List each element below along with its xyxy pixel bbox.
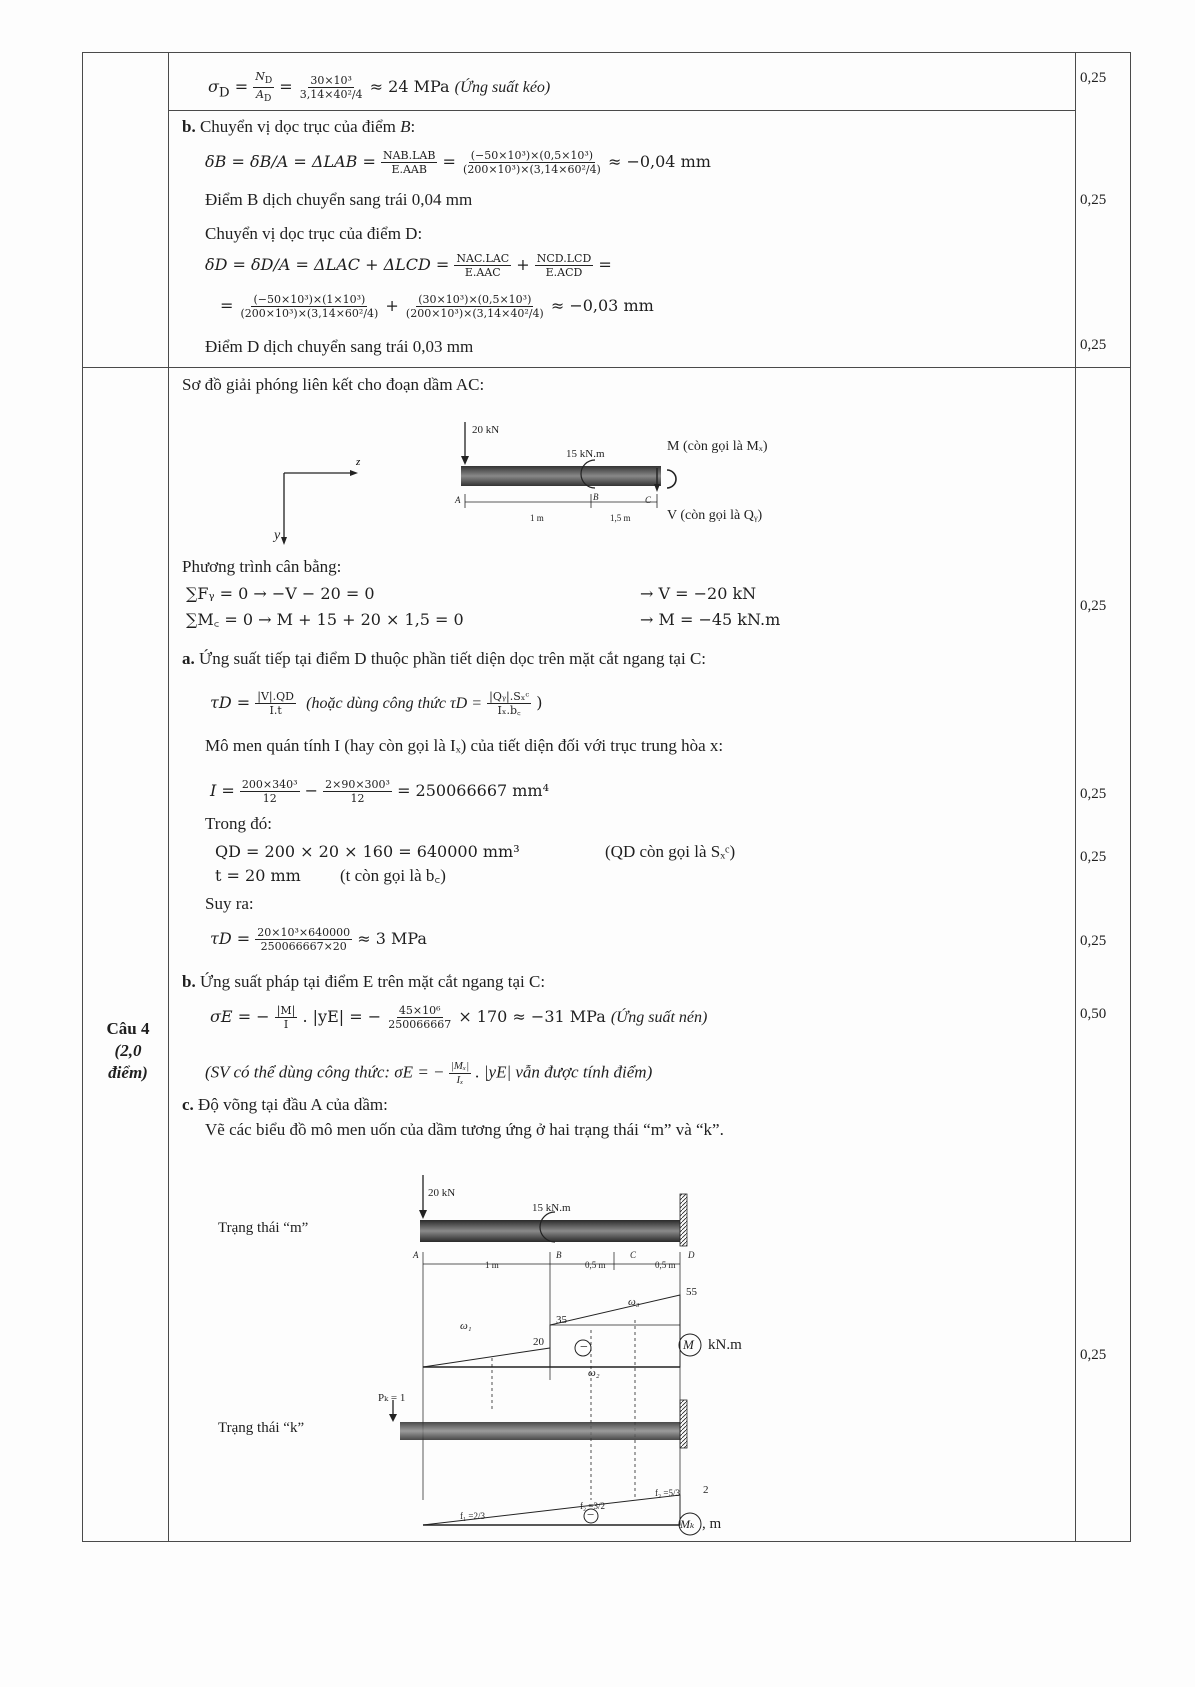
- m-omega-1: ω₁: [460, 1320, 472, 1332]
- sigma-e-f2-den: 250066667: [388, 1018, 452, 1031]
- delta-d-frac1: [454, 252, 511, 279]
- delta-b-frac2-num: (−50×10³)×(0,5×10³): [470, 149, 594, 162]
- score-4: 0,25: [1080, 598, 1107, 614]
- part-c-label: c.: [182, 1095, 194, 1114]
- k-sign: −: [587, 1507, 595, 1522]
- delta-d-f3-num: (−50×10³)×(1×10³): [253, 293, 366, 306]
- sigma-symbol: σ: [208, 77, 219, 97]
- inertia-text: Mô men quán tính I (hay còn gọi là Iₓ) của tiết diện đối với trục trung hòa x:: [205, 736, 724, 755]
- question-label: [88, 1018, 168, 1084]
- tau2-result: ≈ 3 MPa: [357, 929, 427, 948]
- t-note: (t còn gọi là b꜀): [340, 866, 446, 885]
- sv-note-num: |Mₓ|: [450, 1060, 470, 1072]
- part-a-label: a.: [182, 649, 195, 668]
- delta-b-line: δB = δB/A = ΔLAB =: [205, 152, 376, 171]
- sigma-e-formula: [210, 1004, 707, 1031]
- frac2-den: 3,14×40²/4: [299, 88, 363, 102]
- b-conclusion: Điểm B dịch chuyển sang trái 0,04 mm: [205, 190, 473, 209]
- eq2: ∑M꜀ = 0 → M + 15 + 20 × 1,5 = 0: [186, 610, 464, 629]
- k-circle-label: Mₖ: [680, 1517, 695, 1531]
- delta-d-f1-den: E.AAC: [464, 266, 501, 279]
- sigma-e-result: × 170 ≈ −31 MPa: [458, 1007, 606, 1026]
- table-left-border: [82, 52, 83, 1542]
- inertia-formula: [210, 778, 549, 805]
- part-c-desc: Vẽ các biểu đồ mô men uốn của dầm tương ứng ở hai trạng thái “m” và “k”.: [205, 1120, 724, 1139]
- delta-d-frac2: [535, 252, 594, 279]
- frac1-den-sub: D: [263, 93, 272, 105]
- score-8: 0,50: [1080, 1006, 1107, 1022]
- tau-alt-frac: [487, 690, 531, 717]
- score-3: 0,25: [1080, 337, 1107, 353]
- inertia-f1-num: 200×340³: [241, 778, 298, 791]
- table-top-border: [82, 52, 1131, 53]
- fbd-point-c: C: [645, 495, 652, 505]
- m-value-55: 55: [686, 1286, 697, 1298]
- part-c-text: Độ võng tại đầu A của dầm:: [198, 1095, 388, 1114]
- delta-d-frac4: [404, 293, 546, 320]
- eq-title: Phương trình cân bằng:: [182, 557, 342, 576]
- part-c-heading: [182, 1095, 388, 1115]
- sv-note-b: . |yE| vẫn được tính điểm): [475, 1062, 653, 1082]
- tau-alt-close: ): [536, 693, 543, 712]
- inertia-frac2: [323, 778, 392, 805]
- delta-d-f4-den: (200×10³)×(3,14×40²/4): [405, 307, 544, 320]
- tau2-lhs: τD =: [210, 929, 251, 948]
- tau-alt-text: (hoặc dùng công thức τD =: [306, 695, 483, 712]
- inertia-f2-den: 12: [350, 792, 365, 805]
- k-force-arrowhead: [389, 1414, 397, 1422]
- axis-z-label: z: [356, 456, 361, 468]
- delta-d-formula-2: = $\frac{\text{(−50×10³)×(1×10³)}}{\text{(200×10³)×(3,14×60²/4)}}$ + $\frac{\text{(30×10³)×(0,5×10³)}}{\text{(200×10³)×(3,14×40²/4)}}$ ≈ −0,03 mm: [220, 293, 654, 320]
- fbd-V-arrowhead: [654, 484, 660, 492]
- sigma-e-f2-num: 45×10⁶: [398, 1004, 441, 1017]
- axis-y-arrow: [281, 537, 287, 545]
- inertia-minus: −: [304, 781, 319, 800]
- tau2-num: 20×10³×640000: [257, 926, 351, 939]
- m-sign: −: [580, 1340, 588, 1355]
- d-heading: Chuyển vị dọc trục của điểm D:: [205, 224, 423, 243]
- state-m-label: Trạng thái “m”: [218, 1220, 309, 1236]
- question-points-unit: điểm): [108, 1063, 148, 1082]
- m-value-35: 35: [556, 1314, 567, 1326]
- part-b-point: B: [400, 117, 411, 136]
- frac1-num: N: [255, 70, 265, 83]
- tau-formula: [210, 690, 543, 717]
- delta-d-f3-den: (200×10³)×(3,14×60²/4): [240, 307, 379, 320]
- sigma-sub: D: [218, 85, 230, 101]
- qd-note: (QD còn gọi là Sₓᶜ): [605, 842, 736, 861]
- tau2-formula: [210, 926, 427, 953]
- k-f1-label: f₁ =2/3: [460, 1511, 485, 1521]
- fbd-force-label: 20 kN: [472, 424, 500, 436]
- part-b2-label: b.: [182, 972, 196, 991]
- eq1: ∑Fᵧ = 0 → −V − 20 = 0: [186, 584, 375, 603]
- score-9: 0,25: [1080, 1347, 1107, 1363]
- m-point-a: A: [413, 1250, 419, 1260]
- fbd-force-arrowhead: [461, 456, 469, 465]
- fbd-M-label: M (còn gọi là Mₓ): [667, 439, 768, 454]
- d-conclusion: Điểm D dịch chuyển sang trái 0,03 mm: [205, 337, 474, 356]
- fbd-title: Sơ đồ giải phóng liên kết cho đoạn dầm AC:: [182, 375, 485, 394]
- sv-note-frac: [449, 1060, 471, 1087]
- table-score-divider: [1075, 52, 1076, 1542]
- m-diagram-w1: [423, 1348, 550, 1367]
- qd-formula: QD = 200 × 20 × 160 = 640000 mm³: [215, 842, 520, 861]
- tau-lhs: τD =: [210, 693, 251, 712]
- k-unit-label: , m: [702, 1516, 722, 1532]
- tau2-den: 250066667×20: [260, 940, 347, 953]
- tau-num: |V|.QD: [257, 690, 294, 703]
- sv-note-a: (SV có thể dùng công thức: σE = −: [205, 1062, 445, 1082]
- sigma-e-note: (Ứng suất nén): [610, 1009, 708, 1026]
- thus-label: Suy ra:: [205, 894, 254, 913]
- m-unit-label: kN.m: [708, 1337, 742, 1353]
- m-diagram-w2w3: [550, 1295, 680, 1367]
- delta-d-formula-1: δD = δD/A = ΔLAC + ΔLCD = $\frac{\text{NAC.LAC}}{\text{E.AAC}}$ + $\frac{\text{NCD.LCD}}{\text{E.ACD}}$ =: [205, 252, 612, 279]
- k-fixed-support: [680, 1400, 687, 1448]
- frac2-num: 30×10³: [310, 74, 352, 88]
- question-number: Câu 4: [106, 1019, 150, 1038]
- table-right-border: [1130, 52, 1131, 1542]
- eq1-result: → V = −20 kN: [640, 584, 757, 603]
- m-fixed-support: [680, 1194, 687, 1246]
- score-7: 0,25: [1080, 933, 1107, 949]
- sigma-e-frac1: [275, 1004, 298, 1031]
- sigma-e-f1-den: I: [283, 1018, 289, 1031]
- delta-b-result: ≈ −0,04 mm: [607, 152, 711, 171]
- delta-d-f2-den: E.ACD: [545, 266, 583, 279]
- m-force-label: 20 kN: [428, 1187, 456, 1199]
- sigma-e-frac2: [386, 1004, 453, 1031]
- part-b-heading: b. Chuyển vị dọc trục của điểm B:: [182, 117, 416, 136]
- part-a-heading: [182, 649, 706, 669]
- delta-d-line: δD = δD/A = ΔLAC + ΔLCD =: [205, 255, 450, 274]
- sv-note-den: Iₓ: [456, 1074, 464, 1086]
- sigma-d-note: (Ứng suất kéo): [454, 79, 551, 97]
- inertia-result: = 250066667 mm⁴: [397, 781, 550, 800]
- m-moment-label: 15 kN.m: [532, 1202, 571, 1214]
- inertia-f2-num: 2×90×300³: [325, 778, 390, 791]
- t-value: t = 20 mm: [215, 866, 301, 885]
- sigma-e-f1-num: |M|: [276, 1004, 296, 1017]
- delta-d-f1-num: NAC.LAC: [456, 252, 510, 265]
- axis-diagram: [270, 455, 370, 545]
- row-divider-1: [168, 110, 1076, 111]
- sigma-e-lhs: σE = −: [210, 1007, 270, 1026]
- m-dim-3: 0,5 m: [655, 1260, 676, 1270]
- where-label: Trong đó:: [205, 814, 272, 833]
- fbd-dim-2: 1,5 m: [610, 513, 631, 523]
- fbd-beam-body: [461, 466, 661, 486]
- m-omega-3: ω₃: [628, 1296, 640, 1308]
- fbd-dim-1: 1 m: [530, 513, 544, 523]
- part-b-label: b.: [182, 117, 196, 136]
- score-6: 0,25: [1080, 849, 1107, 865]
- table-column-divider: [168, 52, 169, 1542]
- m-point-b: B: [556, 1250, 562, 1260]
- axis-y-label: y: [274, 528, 281, 543]
- tau-den: I.t: [269, 704, 282, 717]
- m-force-arrowhead: [419, 1210, 427, 1219]
- delta-d-result: ≈ −0,03 mm: [550, 296, 654, 315]
- question-points: (2,0: [114, 1041, 142, 1060]
- fbd-V-label: V (còn gọi là Qᵧ): [667, 508, 763, 523]
- frac-nd-ad: [253, 70, 274, 105]
- part-b2-text: Ứng suất pháp tại điểm E trên mặt cắt ngang tại C:: [199, 972, 546, 991]
- tau2-frac: [255, 926, 352, 953]
- m-beam: [420, 1220, 680, 1242]
- axis-z-arrow: [350, 470, 358, 476]
- delta-b-frac1: [381, 149, 437, 176]
- delta-b-formula: δB = δB/A = ΔLAB = $\frac{\text{NAB.LAB}}{\text{E.AAB}}$ = $\frac{\text{(−50×10³)×(0,5×10³)}}{\text{(200×10³)×(3,14×60²/4)}}$ ≈ −0,04 mm: [205, 149, 711, 176]
- inertia-f1-den: 12: [262, 792, 277, 805]
- inertia-lhs: I =: [210, 781, 235, 800]
- delta-d-eq: =: [220, 296, 234, 315]
- score-2: 0,25: [1080, 192, 1107, 208]
- score-5: 0,25: [1080, 786, 1107, 802]
- part-b2-heading: [182, 972, 545, 992]
- row-divider-2: [82, 367, 1131, 368]
- eq2-result: → M = −45 kN.m: [640, 610, 781, 629]
- state-k-label: Trạng thái “k”: [218, 1420, 305, 1436]
- delta-d-frac3: [239, 293, 381, 320]
- delta-d-f2-num: NCD.LCD: [536, 252, 592, 265]
- sigma-d-result: ≈ 24 MPa: [369, 77, 450, 97]
- delta-b-frac2: [461, 149, 603, 176]
- k-beam: [400, 1422, 680, 1440]
- k-f2-label: f₂ =3/2: [580, 1501, 605, 1511]
- k-value-2: 2: [703, 1484, 709, 1496]
- tau-alt-num: |Qᵧ|.Sₓᶜ: [489, 690, 530, 703]
- fbd-point-a: A: [455, 495, 461, 505]
- part-a-text: Ứng suất tiếp tại điểm D thuộc phần tiết diện dọc trên mặt cắt ngang tại C:: [199, 649, 707, 668]
- k-force-label: Pₖ = 1: [378, 1392, 406, 1404]
- frac1-den: A: [256, 88, 264, 102]
- delta-b-frac1-num: NAB.LAB: [382, 149, 436, 162]
- score-1: 0,25: [1080, 70, 1107, 86]
- frac-30e3: [298, 74, 365, 101]
- delta-b-frac1-den: E.AAB: [391, 163, 427, 176]
- fbd-M-arc: [667, 470, 676, 488]
- sigma-d-formula: $\sigma_D$ = $\frac{N_D}{A_D}$ = $\frac{\text{30×10³}}{\text{3,14×40²/4}}$ ≈ 24 MPa (Ứng suất kéo): [208, 70, 551, 105]
- tau-alt-den: Iₓ.b꜀: [497, 704, 521, 717]
- table-bottom-border: [82, 1541, 1131, 1542]
- tau-frac: [255, 690, 296, 717]
- k-f3-label: f₃ =5/3: [655, 1488, 680, 1498]
- m-dim-1: 1 m: [485, 1260, 499, 1270]
- m-circle-label: M: [683, 1337, 694, 1352]
- part-b-text: Chuyển vị dọc trục của điểm: [199, 117, 396, 136]
- delta-b-frac2-den: (200×10³)×(3,14×60²/4): [463, 163, 601, 176]
- delta-d-f4-num: (30×10³)×(0,5×10³): [418, 293, 532, 306]
- m-value-20: 20: [533, 1336, 544, 1348]
- inertia-frac1: [240, 778, 300, 805]
- m-dim-2: 0,5 m: [585, 1260, 606, 1270]
- m-point-d: D: [688, 1250, 695, 1260]
- sigma-e-mid: . |yE| = −: [302, 1007, 382, 1026]
- fbd-point-b: B: [593, 492, 599, 502]
- m-omega-2: ω₂: [588, 1367, 600, 1379]
- fbd-moment-label: 15 kN.m: [566, 448, 605, 460]
- m-point-c: C: [630, 1250, 637, 1260]
- sv-note: [205, 1060, 652, 1087]
- frac1-num-sub: D: [264, 75, 273, 87]
